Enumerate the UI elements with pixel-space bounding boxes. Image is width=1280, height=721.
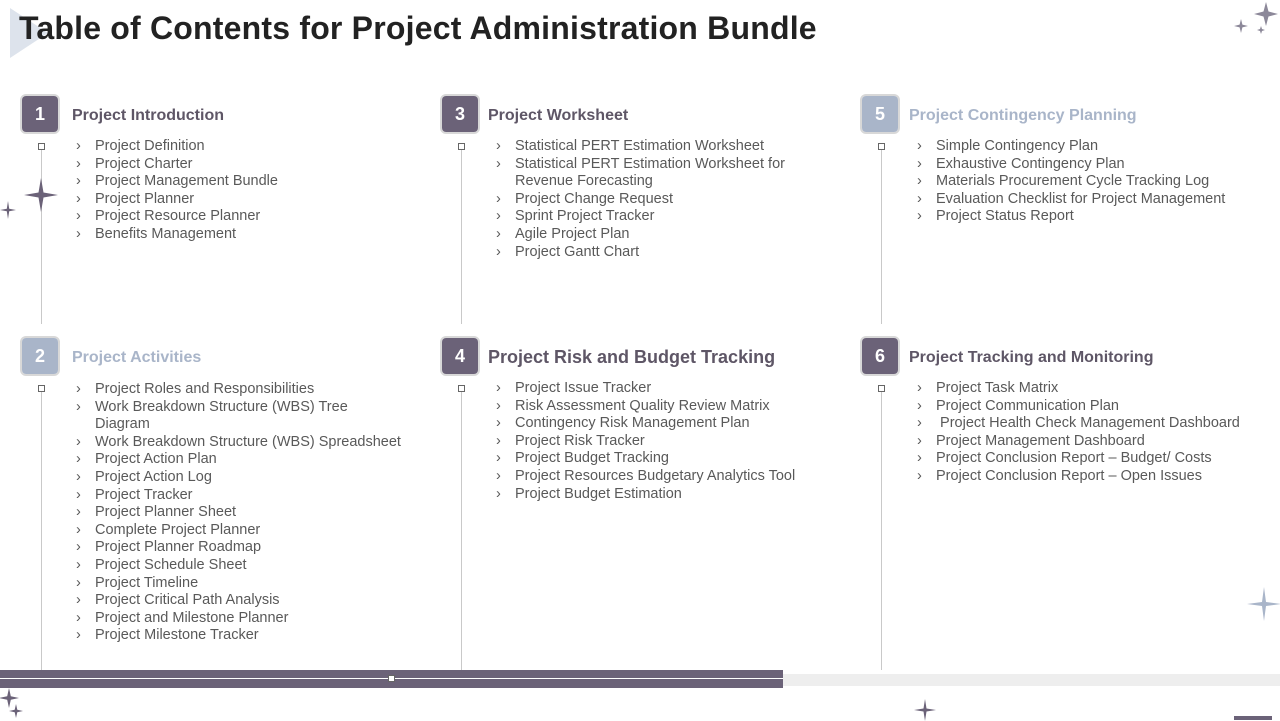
- list-item: › Project Conclusion Report – Open Issues: [917, 468, 1277, 486]
- list-item: › Project Action Log: [76, 469, 406, 487]
- page-title: Table of Contents for Project Administration Bundle: [19, 10, 817, 46]
- sparkle-icon: [0, 201, 18, 219]
- timeline-node: [38, 143, 45, 150]
- section-item-list: [496, 138, 806, 261]
- section-title: Project Worksheet: [488, 107, 629, 124]
- list-item: › Project and Milestone Planner: [76, 610, 406, 628]
- section-title: Project Risk and Budget Tracking: [488, 347, 776, 367]
- footer-bar-light: [783, 674, 1280, 686]
- timeline-line: [881, 146, 882, 324]
- section-project-tracking-monitoring: [860, 336, 1260, 670]
- list-item: › Project Task Matrix: [917, 380, 1277, 398]
- section-title: Project Introduction: [72, 107, 224, 124]
- timeline-node: [878, 143, 885, 150]
- section-number-badge: [440, 336, 480, 376]
- list-item: › Project Planner Roadmap: [76, 539, 406, 557]
- section-number: 6: [862, 338, 898, 374]
- list-item: › Project Management Bundle: [76, 173, 416, 191]
- section-number: 1: [22, 96, 58, 132]
- list-item: › Project Charter: [76, 156, 416, 174]
- section-number-badge: [440, 94, 480, 134]
- list-item: › Project Roles and Responsibilities: [76, 381, 406, 399]
- list-item: › Project Definition: [76, 138, 416, 156]
- list-item: › Project Management Dashboard: [917, 433, 1277, 451]
- list-item: › Work Breakdown Structure (WBS) Tree Diagram: [76, 399, 406, 434]
- list-item: › Evaluation Checklist for Project Management: [917, 191, 1277, 209]
- sparkle-icon: [1232, 2, 1280, 40]
- list-item: › Sprint Project Tracker: [496, 208, 806, 226]
- section-item-list: [917, 138, 1277, 226]
- timeline-node: [458, 385, 465, 392]
- list-item: › Project Planner: [76, 191, 416, 209]
- timeline-line: [41, 146, 42, 324]
- section-number-badge: [860, 336, 900, 376]
- list-item: › Materials Procurement Cycle Tracking Log: [917, 173, 1277, 191]
- section-project-risk-budget-tracking: [440, 336, 840, 670]
- list-item: › Project Budget Tracking: [496, 450, 826, 468]
- list-item: › Exhaustive Contingency Plan: [917, 156, 1277, 174]
- section-number-badge: [860, 94, 900, 134]
- list-item: › Statistical PERT Estimation Worksheet: [496, 138, 806, 156]
- sparkle-icon: [0, 688, 28, 720]
- timeline-line: [461, 388, 462, 670]
- list-item: › Risk Assessment Quality Review Matrix: [496, 398, 826, 416]
- list-item: › Benefits Management: [76, 226, 416, 244]
- section-number: 3: [442, 96, 478, 132]
- list-item: › Project Milestone Tracker: [76, 627, 406, 645]
- footer-bar-node: [388, 675, 395, 682]
- section-item-list: [917, 380, 1277, 486]
- list-item: › Project Timeline: [76, 575, 406, 593]
- timeline-node: [38, 385, 45, 392]
- list-item: › Project Issue Tracker: [496, 380, 826, 398]
- section-number-badge: [20, 94, 60, 134]
- list-item: › Work Breakdown Structure (WBS) Spreadsheet: [76, 434, 406, 452]
- list-item: › Project Status Report: [917, 208, 1277, 226]
- list-item: › Complete Project Planner: [76, 522, 406, 540]
- section-project-introduction: [20, 94, 420, 324]
- timeline-line: [881, 388, 882, 670]
- sparkle-icon: [914, 699, 936, 721]
- list-item: › Statistical PERT Estimation Worksheet for Revenue Forecasting: [496, 156, 806, 191]
- section-title: Project Tracking and Monitoring: [909, 349, 1154, 366]
- section-project-activities: [20, 336, 420, 670]
- list-item: › Project Resources Budgetary Analytics Tool: [496, 468, 826, 486]
- timeline-node: [878, 385, 885, 392]
- timeline-line: [461, 146, 462, 324]
- list-item: › Project Resource Planner: [76, 208, 416, 226]
- list-item: › Project Health Check Management Dashboard: [917, 415, 1277, 433]
- section-item-list: [76, 381, 406, 645]
- list-item: › Project Conclusion Report – Budget/ Costs: [917, 450, 1277, 468]
- section-title: Project Contingency Planning: [909, 107, 1137, 124]
- list-item: › Project Schedule Sheet: [76, 557, 406, 575]
- timeline-line: [41, 388, 42, 670]
- section-number: 4: [442, 338, 478, 374]
- list-item: › Contingency Risk Management Plan: [496, 415, 826, 433]
- section-number: 5: [862, 96, 898, 132]
- section-title: Project Activities: [72, 349, 202, 366]
- list-item: › Simple Contingency Plan: [917, 138, 1277, 156]
- list-item: › Project Communication Plan: [917, 398, 1277, 416]
- list-item: › Project Gantt Chart: [496, 244, 806, 262]
- corner-tab-decoration: [1234, 716, 1272, 720]
- sparkle-icon: [1247, 587, 1280, 621]
- section-number-badge: [20, 336, 60, 376]
- section-item-list: [76, 138, 416, 244]
- section-item-list: [496, 380, 826, 503]
- section-number: 2: [22, 338, 58, 374]
- list-item: › Project Planner Sheet: [76, 504, 406, 522]
- timeline-node: [458, 143, 465, 150]
- list-item: › Agile Project Plan: [496, 226, 806, 244]
- section-project-contingency-planning: [860, 94, 1260, 324]
- list-item: › Project Action Plan: [76, 451, 406, 469]
- list-item: › Project Change Request: [496, 191, 806, 209]
- list-item: › Project Critical Path Analysis: [76, 592, 406, 610]
- sparkle-icon: [24, 178, 58, 212]
- list-item: › Project Risk Tracker: [496, 433, 826, 451]
- section-project-worksheet: [440, 94, 840, 324]
- list-item: › Project Tracker: [76, 487, 406, 505]
- list-item: › Project Budget Estimation: [496, 486, 826, 504]
